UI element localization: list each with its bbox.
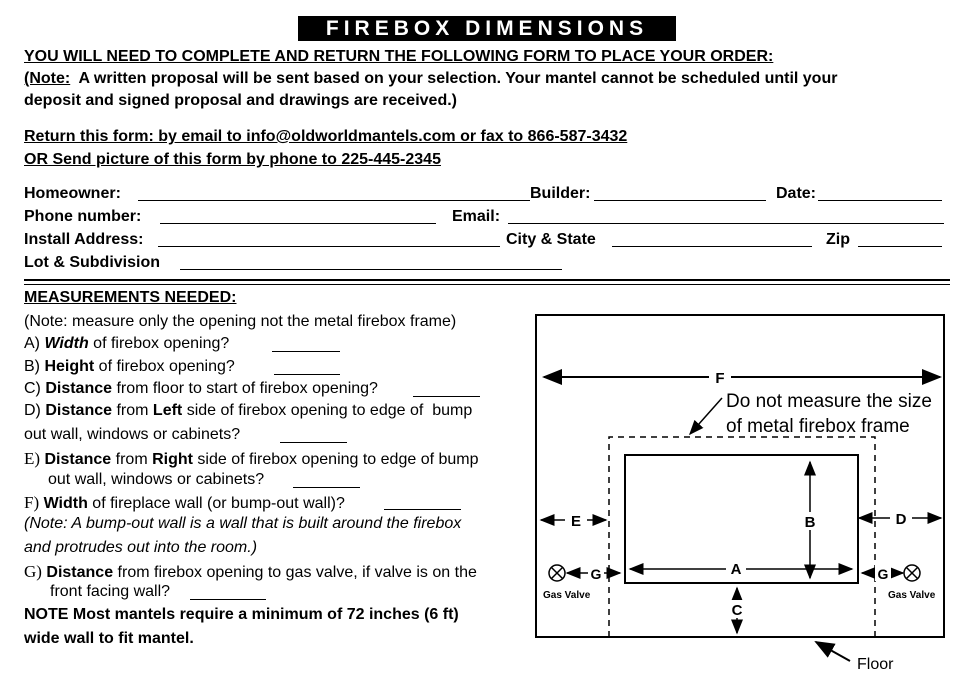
phone-label: Phone number: <box>24 208 142 225</box>
item-letter: F) <box>24 493 40 512</box>
email-label: Email: <box>452 208 501 225</box>
minimum-width-note-line1: NOTE Most mantels require a minimum of 72 inches (6 ft) <box>24 606 459 623</box>
item-text: of fireplace wall (or bump-out wall)? <box>87 495 345 512</box>
note-text: A written proposal will be sent based on your selection. Your mantel cannot be scheduled until your <box>70 70 838 87</box>
label-e: E <box>570 513 582 530</box>
item-letter: D) <box>24 402 46 419</box>
item-keyword: Height <box>44 358 95 375</box>
item-keyword: Distance <box>46 564 114 581</box>
item-text: from <box>111 451 153 468</box>
instructions-heading: YOU WILL NEED TO COMPLETE AND RETURN THE FOLLOWING FORM TO PLACE YOUR ORDER: <box>24 48 774 65</box>
item-text: from <box>112 402 153 419</box>
zip-label: Zip <box>826 231 850 248</box>
label-b: B <box>804 514 816 531</box>
item-letter: B) <box>24 358 45 375</box>
label-d: D <box>895 511 907 528</box>
item-letter: A) <box>24 335 45 352</box>
item-keyword: Left <box>152 402 183 419</box>
lot-subdivision-label: Lot & Subdivision <box>24 254 160 271</box>
item-keyword: Width <box>44 335 89 352</box>
item-letter: G) <box>24 562 42 581</box>
warning-line1: Do not measure the size <box>726 391 932 412</box>
measurements-note: (Note: measure only the opening not the metal firebox frame) <box>24 313 457 330</box>
label-c: C <box>731 602 743 619</box>
measurements-heading: MEASUREMENTS NEEDED: <box>24 289 237 306</box>
wall-outline <box>536 315 944 637</box>
builder-label: Builder: <box>530 185 591 202</box>
measurement-d-line2: out wall, windows or cabinets? <box>24 426 241 443</box>
return-email-line: Return this form: by email to info@oldworldmantels.com or fax to 866-587-3432 <box>24 128 628 145</box>
label-a: A <box>730 561 742 578</box>
minimum-width-note-line2: wide wall to fit mantel. <box>24 630 194 647</box>
note-label: (Note: <box>24 70 71 87</box>
floor-pointer <box>816 642 850 661</box>
item-text: side of firebox opening to edge of bump <box>192 451 479 468</box>
homeowner-label: Homeowner: <box>24 185 121 202</box>
right-gas-valve-label: Gas Valve <box>888 590 936 601</box>
floor-label: Floor <box>857 656 894 673</box>
right-label-g: G <box>877 566 889 582</box>
city-state-label: City & State <box>506 231 596 248</box>
warning-line2: of metal firebox frame <box>726 416 910 437</box>
return-phone-line: OR Send picture of this form by phone to 225-445-2345 <box>24 151 441 168</box>
item-text: side of firebox opening to edge of bump <box>182 402 473 419</box>
item-text: from floor to start of firebox opening? <box>112 380 378 397</box>
left-gas-valve-label: Gas Valve <box>543 590 591 601</box>
install-address-label: Install Address: <box>24 231 144 248</box>
item-keyword: Right <box>152 451 193 468</box>
warning-pointer <box>690 398 722 434</box>
left-label-g: G <box>590 566 602 582</box>
measurement-e-line2: out wall, windows or cabinets? <box>48 471 265 488</box>
note-line-2: deposit and signed proposal and drawings are received.) <box>24 92 457 109</box>
item-keyword: Distance <box>44 451 112 468</box>
item-text: of firebox opening? <box>88 335 230 352</box>
page-title: FIREBOX DIMENSIONS <box>298 16 676 41</box>
bump-out-note-line1: (Note: A bump-out wall is a wall that is built around the firebox <box>24 515 462 532</box>
bump-out-note-line2: and protrudes out into the room.) <box>24 539 258 556</box>
item-text: from firebox opening to gas valve, if valve is on the <box>113 564 477 581</box>
item-text: of firebox opening? <box>94 358 235 375</box>
item-keyword: Distance <box>45 380 113 397</box>
item-letter: C) <box>24 380 46 397</box>
item-letter: E) <box>24 449 41 468</box>
label-f: F <box>715 370 725 387</box>
item-keyword: Distance <box>45 402 113 419</box>
item-keyword: Width <box>43 495 88 512</box>
measurement-g-line2: front facing wall? <box>50 583 171 600</box>
date-label: Date: <box>776 185 817 202</box>
